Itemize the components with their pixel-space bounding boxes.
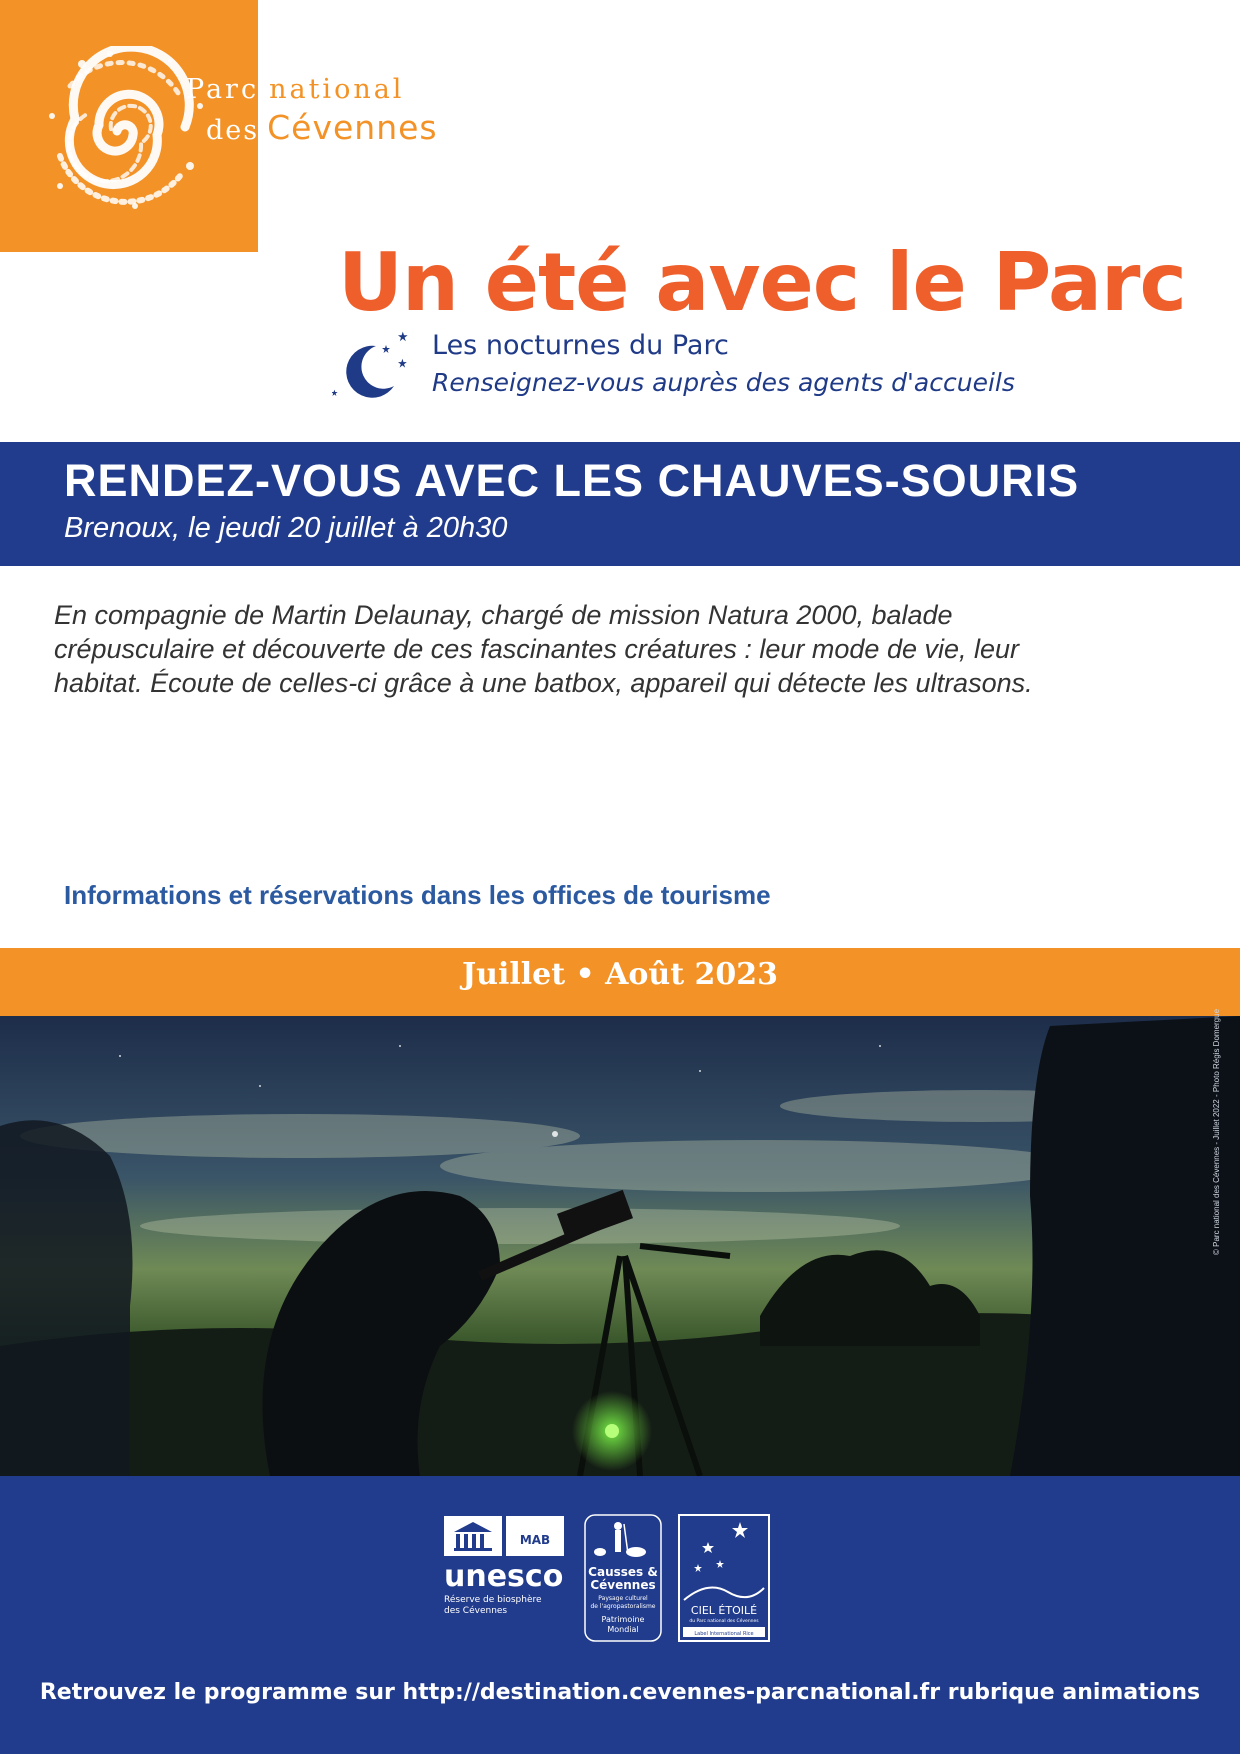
logo-text-line-2: [206, 108, 438, 147]
causses-title-1: Causses &: [588, 1565, 658, 1579]
spiral-logo-icon: [40, 46, 210, 216]
crescent-moon-icon: [332, 328, 414, 400]
ciel-title: CIEL ÉTOILÉ: [690, 1604, 758, 1617]
causses-sub-4: Mondial: [607, 1625, 639, 1634]
nocturnes-title: Les nocturnes du Parc: [432, 330, 729, 361]
logo-word-parc: Parc: [186, 74, 260, 105]
logo-word-cevennes: Cévennes: [267, 108, 438, 147]
unesco-wordmark: unesco: [444, 1559, 564, 1594]
unesco-mab-label: MAB: [519, 1533, 551, 1547]
description-line: En compagnie de Martin Delaunay, chargé de mission Natura 2000, balade: [54, 600, 953, 630]
unesco-caption-1: Réserve de biosphère: [444, 1595, 542, 1605]
event-title: RENDEZ-VOUS AVEC LES CHAUVES-SOURIS: [64, 455, 1080, 506]
ciel-etoile-logo: [678, 1514, 770, 1642]
causses-title-2: Cévennes: [590, 1578, 656, 1592]
photo-credit: © Parc national des Cévennes - Juillet 2022 - Photo Régis Domergue: [1212, 1008, 1221, 1255]
unesco-caption-2: des Cévennes: [444, 1606, 508, 1616]
description-line: crépusculaire et découverte de ces fascinantes créatures : leur mode de vie, leur: [54, 634, 1020, 664]
logo-word-des: des: [206, 115, 260, 146]
nocturnes-subtitle: Renseignez-vous auprès des agents d'accueils: [432, 368, 1015, 397]
footer-program-link[interactable]: Retrouvez le programme sur http://destination.cevennes-parcnational.fr rubrique animations: [39, 1680, 1201, 1705]
ciel-sub: du Parc national des Cévennes: [689, 1619, 759, 1624]
causses-sub-1: Paysage culturel: [598, 1595, 648, 1602]
night-sky-telescope-photo: [0, 1016, 1240, 1476]
causses-sub-3: Patrimoine: [601, 1615, 645, 1624]
causses-cevennes-logo: [584, 1514, 662, 1642]
season-dates: Juillet • Août 2023: [461, 957, 779, 992]
description-line: habitat. Écoute de celles-ci grâce à une batbox, appareil qui détecte les ultrasons.: [54, 668, 1033, 698]
unesco-biosphere-logo: [444, 1516, 564, 1616]
logo-text-line-1: [186, 74, 404, 105]
event-description: [54, 598, 1204, 700]
event-place-date: Brenoux, le jeudi 20 juillet à 20h30: [64, 512, 508, 544]
logo-word-national: national: [269, 74, 405, 105]
causses-sub-2: de l'agropastoralisme: [590, 1603, 656, 1610]
ciel-label: Label International Rice: [694, 1631, 754, 1637]
reservation-info: Informations et réservations dans les offices de tourisme: [64, 880, 771, 910]
main-title: Un été avec le Parc: [338, 236, 1186, 329]
